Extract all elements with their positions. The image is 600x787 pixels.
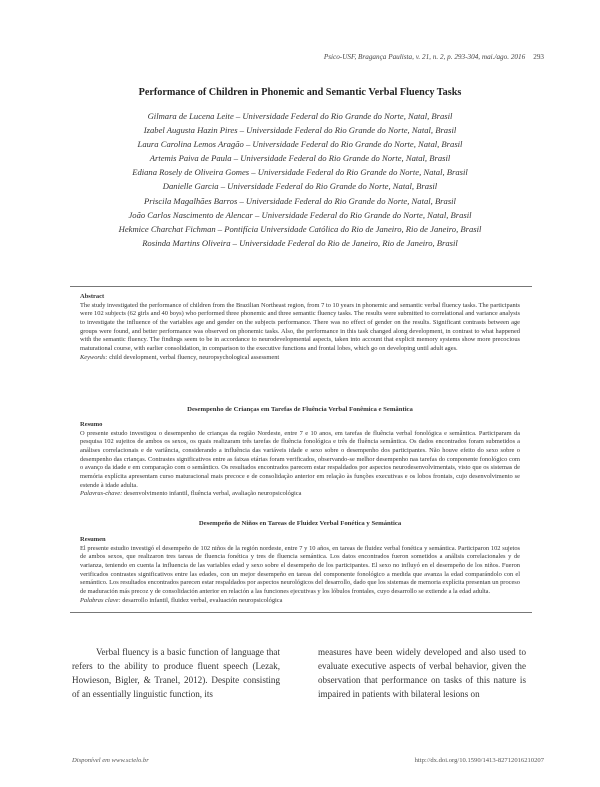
resumen-keywords-label: Palabras clave: [80,596,121,604]
resumen-section-title: Desempeño de Niños en Tareas de Fluidez Verbal Fonética y Semántica [198,520,402,527]
resumen-heading: Resumen [80,536,106,543]
resumen-block [80,536,520,605]
resumen-text [80,545,520,606]
running-head [324,53,544,61]
author-list [60,109,540,250]
footer-doi-link[interactable]: http://dx.doi.org/10.1590/1413-82712016210207 [414,757,544,764]
resumo-keywords: desenvolvimento infantil, fluência verbal, avaliação neuropsicológica [122,490,302,498]
author-line: Izabel Augusta Hazin Pires – Universidade Federal do Rio Grande do Norte, Natal, Brasil [143,125,457,136]
abstract-top-rule [70,286,532,287]
abstract-keywords-label: Keywords: [80,353,108,361]
footer-availability: Disponível em www.scielo.br [72,757,149,764]
abstract-heading: Abstract [80,293,105,300]
article-title: Performance of Children in Phonemic and Semantic Verbal Fluency Tasks [138,87,462,98]
author-line: Gilmara de Lucena Leite – Universidade Federal do Rio Grande do Norte, Natal, Brasil [147,111,453,121]
author-line: Danielle Garcia – Universidade Federal do Rio Grande do Norte, Natal, Brasil [162,181,438,192]
author-line: Laura Carolina Lemos Aragão – Universidade Federal do Rio Grande do Norte, Natal, Brasil [137,139,463,150]
resumo-text [80,430,520,499]
resumo-body: O presente estudo investigou o desempenho de crianças da região Nordeste, entre 7 e 10 anos, em tarefas de fluência verbal fonológica e semântica. Participaram da pesquisa 102 sujeitos de ambos os sexos, os quais realizaram três tarefas de fluência fonológica e três de fluência semântica. Os dados encontrados foram submetidos a análises correlacionais e de variância, considerando a influência das variáveis idade e sexo sobre o desempenho dos participantes. Não houve efeito do sexo sobre o desempenho das crianças. Contrastes significativos entre as faixas etárias foram verificados, observando-se melhor desempenho nas tarefas do componente fonológico com o avanço da idade e em comparação com o semântico. Os resultados encontrados parecem estar respaldados por aspectos neurodesenvolvimentais, visto que os sistemas de memória explícita apresentam curso maturacional mais precoce e de consolidação anterior em relação às funções executivas e os lobos frontais, cujo desenvolvimento se estende à idade adulta. [80,429,520,489]
resumen-body: El presente estudio investigó el desempeño de 102 niños de la región nordeste, entre 7 y 10 años, en tareas de fluidez verbal fonética y semántica. Participaron 102 sujetos de ambos sexos, que realizaron tres tareas de fluencia fonética y tres de fluencia semántica. Los datos encontrados fueron sometidos a análisis correlacionales y de varianza, teniendo en cuenta la influencia de las variables edad y sexo sobre el desempeño de los participantes. El sexo no influyó en el desempeño de los niños. Fueron verificados contrastes significativos entre las edades, con un mejor desempeño en tareas del componente fonológico a medida que avanza la edad comparándolo con el semántico. Los resultados encontrados parecen estar respaldados por aspectos neurológicos del desarrollo, dado que los sistemas de memoria explícita presentan un proceso de maduración más precoz y de consolidación anterior en relación a las funciones ejecutivas y los lóbulos frontales, cuyo desarrollo se extiende a la edad adulta. [80,544,520,595]
resumo-heading: Resumo [80,421,103,428]
resumo-block [80,421,520,499]
abstract-keywords: child development, verbal fluency, neuropsychological assessment [107,353,280,361]
body-paragraph-left: Verbal fluency is a basic function of language that refers to the ability to produce fluent speech (Lezak, Howieson, Bigler, & Tranel, 2012). Despite consisting of an essentially linguistic function, its [72,647,280,699]
body-paragraph-right: measures have been widely developed and also used to evaluate executive aspects of verbal behavior, given the observation that performance on tasks of this nature is impaired in patients with bilateral lesions on [318,647,526,699]
author-line: João Carlos Nascimento de Alencar – Universidade Federal do Rio Grande do Norte, Natal, Brasil [128,209,472,220]
author-line: Artemis Paiva de Paula – Universidade Federal do Rio Grande do Norte, Natal, Brasil [149,153,451,164]
resumo-keywords-label: Palavras-chave: [80,490,123,498]
resumen-keywords: desarrollo infantil, fluidez verbal, evaluación neuropsicológica [120,596,283,604]
page-number: 293 [533,53,544,61]
abstract-bottom-rule [70,612,532,613]
abstract-block [80,293,520,362]
author-line: Hekmice Charchat Fichman – Pontifícia Universidade Católica do Rio de Janeiro, Rio de Janeiro, Brasil [118,223,482,234]
journal-citation: Psico-USF, Bragança Paulista, v. 21, n. 2, p. 293-304, mai./ago. 2016 [323,53,526,61]
author-line: Rosinda Martins Oliveira – Universidade Federal do Rio de Janeiro, Rio de Janeiro, Brasil [142,237,458,248]
author-line: Ediana Rosely de Oliveira Gomes – Universidade Federal do Rio Grande do Norte, Natal, Brasil [132,167,468,178]
abstract-text [80,302,520,363]
resumo-section-title: Desempenho de Crianças em Tarefas de Fluência Verbal Fonêmica e Semântica [187,406,413,413]
author-line: Priscila Magalhães Barros – Universidade Federal do Rio Grande do Norte, Natal, Brasil [144,195,456,206]
body-column-left [72,645,280,701]
body-column-right [318,645,526,701]
abstract-body: The study investigated the performance of children from the Brazilian Northeast region, from 7 to 10 years in phonemic and semantic verbal fluency tasks. The participants were 102 subjects (62 girls and 40 boys) who performed three phonemic and three semantic fluency tasks. The results were submitted to correlational and variance analysis to investigate the influence of the variables age and gender on the subjects performance. There was no effect of gender on the results. Significant contrasts between age groups were found, and better performance was observed on phonemic tasks. Also, the performance in this task changed along development, in contrast to what happened with the semantic fluency. The findings seem to be in accordance to neurodevelopmental aspects, taken into account that explicit memory systems show more precocious maturational course, with earlier consolidation, in comparison to the executive functions and frontal lobes, which go on developing until adult ages. [80,301,520,352]
